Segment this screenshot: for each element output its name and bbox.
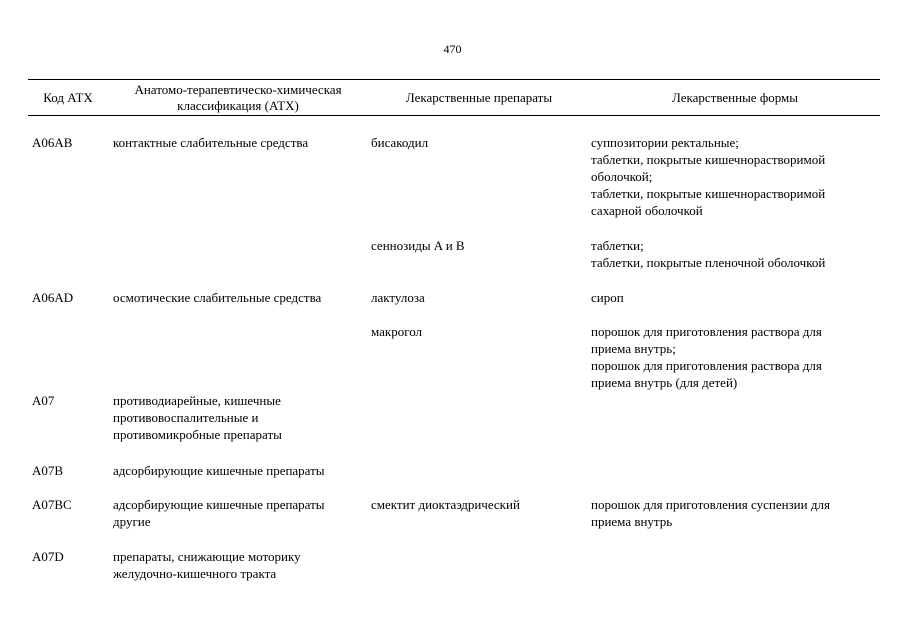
classification-line: контактные слабительные средства (113, 135, 309, 150)
form-line: таблетки, покрытые пленочной оболочкой (591, 255, 826, 270)
drug-name: сеннозиды A и B (371, 238, 465, 253)
classification-line: противомикробные препараты (113, 427, 282, 442)
drug-name: лактулоза (371, 290, 425, 305)
form-line: суппозитории ректальные; (591, 135, 739, 150)
dosage-forms (591, 323, 880, 391)
classification-line: адсорбирующие кишечные препараты (113, 463, 325, 478)
atc-classification (113, 289, 368, 306)
header-classification-line1: Анатомо-терапевтическо-химическая (134, 81, 342, 97)
atc-code: A07BC (32, 497, 72, 512)
drug-name: макрогол (371, 324, 423, 339)
dosage-forms (591, 134, 880, 219)
form-line: таблетки; (591, 238, 644, 253)
form-line: порошок для приготовления раствора для (591, 324, 822, 339)
form-line: сахарной оболочкой (591, 203, 703, 218)
dosage-forms (591, 289, 880, 306)
classification-line: другие (113, 514, 151, 529)
classification-line: препараты, снижающие моторику (113, 549, 301, 564)
classification-line: желудочно-кишечного тракта (113, 566, 277, 581)
form-line: приема внутрь (591, 514, 673, 529)
header-classification-line2: классификация (АТХ) (177, 97, 299, 113)
atc-classification (113, 496, 368, 530)
header-forms: Лекарственные формы (671, 89, 799, 105)
form-line: таблетки, покрытые кишечнорастворимой (591, 186, 826, 201)
atc-code: A07 (32, 393, 55, 408)
form-line: порошок для приготовления раствора для (591, 358, 822, 373)
drug-name: смектит диоктаэдрический (371, 497, 520, 512)
form-line: порошок для приготовления суспензии для (591, 497, 830, 512)
form-line: таблетки, покрытые кишечнорастворимой (591, 152, 826, 167)
atc-classification (113, 462, 368, 479)
atc-code: A07B (32, 463, 64, 478)
page-number: 470 (443, 42, 462, 56)
form-line: приема внутрь; (591, 341, 676, 356)
header-code: Код АТХ (43, 89, 93, 105)
atc-classification (113, 548, 368, 582)
atc-classification (113, 134, 368, 151)
atc-classification (113, 392, 368, 443)
header-drugs: Лекарственные препараты (405, 89, 553, 105)
dosage-forms (591, 237, 880, 271)
classification-line: противодиарейные, кишечные (113, 393, 281, 408)
classification-line: осмотические слабительные средства (113, 290, 322, 305)
dosage-forms (591, 496, 880, 530)
table-header-rule (28, 115, 880, 116)
header-classification (108, 80, 368, 115)
drug-name: бисакодил (371, 135, 429, 150)
classification-line: противовоспалительные и (113, 410, 259, 425)
classification-line: адсорбирующие кишечные препараты (113, 497, 325, 512)
form-line: оболочкой; (591, 169, 653, 184)
atc-code: A07D (32, 549, 64, 564)
form-line: приема внутрь (для детей) (591, 375, 738, 390)
atc-code: A06AB (32, 135, 73, 150)
atc-code: A06AD (32, 290, 74, 305)
form-line: сироп (591, 290, 624, 305)
